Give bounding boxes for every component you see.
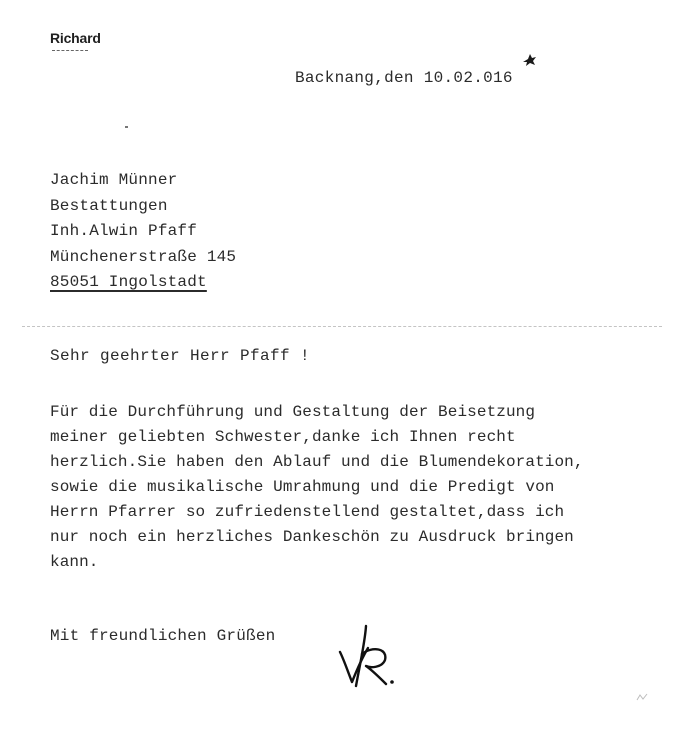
- recipient-name: Jachim Münner: [50, 171, 178, 189]
- recipient-address: [50, 168, 236, 296]
- body-line: sowie die musikalische Umrahmung und die Predigt von: [50, 478, 555, 496]
- handwritten-signature: [330, 620, 400, 692]
- body-line: kann.: [50, 553, 99, 571]
- closing: Mit freundlichen Grüßen: [50, 627, 276, 645]
- letter-body: [50, 400, 584, 575]
- ink-blot-icon: [521, 52, 537, 68]
- recipient-owner: Inh.Alwin Pfaff: [50, 222, 198, 240]
- recipient-street: Münchenerstraße 145: [50, 247, 237, 266]
- place-date: Backnang,den 10.02.016: [295, 69, 513, 87]
- salutation: Sehr geehrter Herr Pfaff !: [50, 347, 311, 365]
- scan-mark-icon: [636, 692, 648, 702]
- body-line: herzlich.Sie haben den Ablauf und die Blumendekoration,: [50, 453, 584, 471]
- paper-speck: [125, 126, 128, 128]
- faint-separator: [22, 326, 662, 327]
- recipient-company: Bestattungen: [50, 196, 168, 215]
- body-line: nur noch ein herzliches Dankeschön zu Ausdruck bringen: [50, 528, 574, 546]
- body-line: Für die Durchführung und Gestaltung der Beisetzung: [50, 403, 536, 421]
- recipient-city: 85051 Ingolstadt: [50, 273, 207, 291]
- body-line: meiner geliebten Schwester,danke ich Ihnen recht: [50, 428, 516, 446]
- sender-name: Richard: [50, 30, 101, 46]
- body-line: Herrn Pfarrer so zufriedenstellend gestaltet,dass ich: [50, 503, 565, 521]
- sender-underline: [52, 50, 88, 51]
